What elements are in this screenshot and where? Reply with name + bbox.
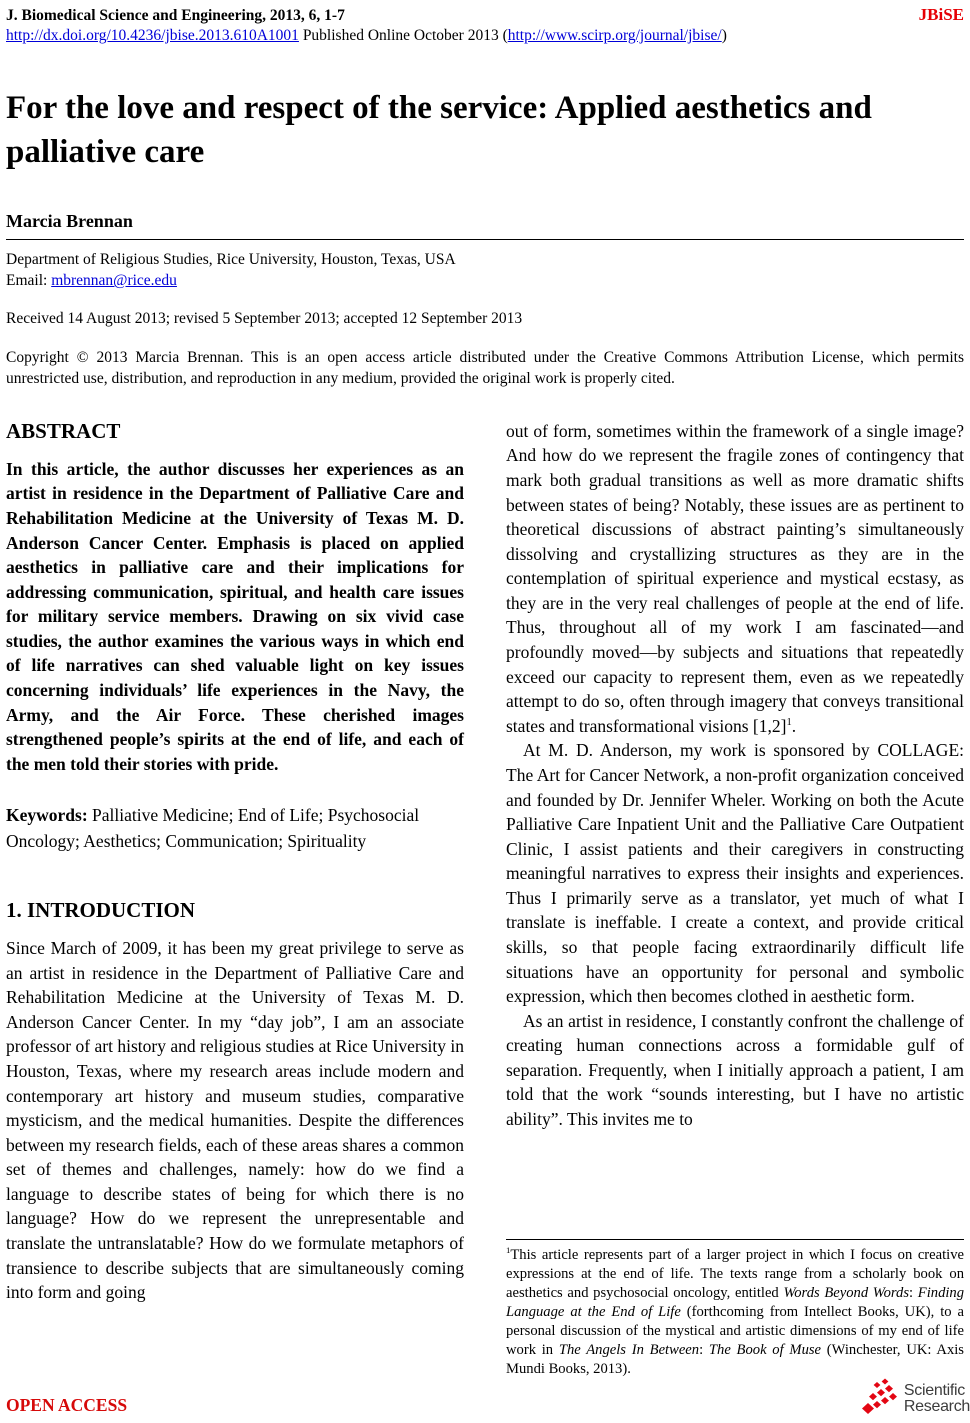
- author-name: Marcia Brennan: [6, 211, 133, 232]
- sr-diamonds-icon: [858, 1378, 904, 1420]
- copyright-notice: Copyright © 2013 Marcia Brennan. This is an open access article distributed under the Creative Commons Attribution License, which permits unrestricted use, distribution, and reproduction in any medium, provided the original work is properly cited.: [6, 349, 964, 388]
- abstract-body: In this article, the author discusses her experiences as an artist in residence in the Department of Palliative Care and Rehabilitation Medicine at the University of Texas M. D. Anderson Cancer Center. Emphasis is placed on applied aesthetics in palliative care and their implications for addressing communication, spiritual, and health care issues for military service members. Drawing on six vivid case studies, the author examines the various ways in which end of life narratives can shed valuable light on key issues concerning individuals’ life experiences in the Navy, the Army, and the Air Force. These cherished images strengthened people’s spirits at the end of life, and each of the men told their stories with pride.: [6, 458, 464, 774]
- keywords-paragraph: [6, 803, 464, 854]
- right-column: [506, 419, 964, 1379]
- sr-logo-text-line1: Scientific: [903, 1382, 965, 1400]
- footnote-reference-superscript: 1: [786, 716, 792, 728]
- footnote-marker: 1: [506, 1245, 511, 1256]
- footnote-block: [506, 1239, 964, 1379]
- body-paragraph-3: As an artist in residence, I constantly confront the challenge of creating human connections across a formidable gulf of separation. Frequently, when I initially approach a patient, I am told that the work “sounds interesting, but I have no artistic ability”. This invites me to: [506, 1010, 964, 1130]
- intro-paragraph-right-continuation: [506, 419, 964, 739]
- scientific-research-logo: [858, 1378, 970, 1420]
- footnote-text-1: This article represents part of a larger project in which I focus on creative expressions at the end of life. The texts range from a scholarly book on aesthetics and psychosocial oncology, entitled: [506, 1247, 964, 1301]
- footnote-text-3: (forthcoming from Intellect Books, UK), to a personal discussion of the mystical and artistic dimensions of my end of life work in: [506, 1303, 964, 1358]
- introduction-heading: 1. INTRODUCTION: [6, 898, 196, 923]
- journal-url-link[interactable]: http://www.scirp.org/journal/jbise/: [507, 27, 722, 44]
- footnote-text-4: :: [699, 1341, 709, 1358]
- published-online-text: Published Online October 2013 (: [298, 27, 508, 44]
- publication-info-line: [6, 27, 964, 45]
- keywords-label: Keywords:: [6, 805, 88, 826]
- sentence-period: .: [791, 715, 797, 736]
- footnote-italic-title-2: Finding Language at the End of Life: [506, 1285, 964, 1320]
- body-paragraph-2: At M. D. Anderson, my work is sponsored by COLLAGE: The Art for Cancer Network, a non-profit organization conceived and founded by Dr. Jennifer Wheler. Working on both the Acute Palliative Care Inpatient Unit and the Palliative Care Outpatient Clinic, I assist patients and their caregivers in constructing meaningful narratives to express their insights and experiences. Thus I primarily serve as a translator, yet much of what I translate is ineffable. I create a context, and provide critical skills, so that people facing extraordinarily difficult life situations have an opportunity for personal and symbolic expression, which then becomes clothed in aesthetic form.: [506, 740, 964, 1007]
- jbise-journal-logo: JBiSE: [918, 5, 964, 24]
- email-label: Email:: [6, 272, 52, 290]
- two-column-body: [6, 419, 964, 1379]
- page-header: [6, 5, 964, 25]
- article-title: For the love and respect of the service: Applied aesthetics and palliative care: [6, 90, 872, 170]
- intro-paragraph-left-column: Since March of 2009, it has been my great privilege to serve as an artist in residence in the Department of Palliative Care and Rehabilitation Medicine at the University of Texas M. D. Anderson Cancer Center. In my “day job”, I am an associate professor of art history and religious studies at Rice University in Houston, Texas, where my research areas include modern and contemporary art history and museum studies, comparative mysticism, and the medical humanities. Despite the differences between my research fields, each of these areas shares a common set of themes and challenges, namely: how do we find a language to describe states of being for which there is no language? How do we represent the unrepresentable and translate the untranslatable? How do we formulate metaphors of transience to describe subjects that are simultaneously coming into form and going: [6, 938, 464, 1303]
- paragraph-text: out of form, sometimes within the framework of a single image? And how do we represent the fragile zones of contingency that mark both gradual transitions as well as more dramatic shifts between states of being? Notably, these issues are as pertinent to theoretical discussions of abstract painting’s simultaneously dissolving and crystallizing structures as they are in the contemplation of spiritual experience and mystical ecstasy, as they are in the very real challenges of people at the end of life. Thus, throughout all of my work I am fascinated—and profoundly moved—by subjects and situations that repeatedly exceed our capacity to represent them, even as we repeatedly attempt to do so, often through imagery that conveys transitional states and transformational visions [1,2]: [506, 420, 964, 736]
- paren-close: ): [721, 27, 727, 44]
- author-email-line: [6, 272, 964, 290]
- sr-logo-text: [904, 1383, 970, 1414]
- footnote-text-2: :: [909, 1285, 918, 1301]
- left-column: [6, 419, 464, 1379]
- footnote-italic-title-3: The Angels In Between: [558, 1341, 700, 1358]
- footnote-italic-title-4: The Book of Muse: [708, 1341, 822, 1358]
- footnote-italic-title-1: Words Beyond Words: [783, 1285, 910, 1301]
- open-access-badge: OPEN ACCESS: [6, 1395, 128, 1415]
- keywords-text: Palliative Medicine; End of Life; Psychosocial Oncology; Aesthetics; Communication; Spirituality: [6, 805, 420, 851]
- journal-citation-line: J. Biomedical Science and Engineering, 2013, 6, 1-7: [6, 7, 345, 24]
- author-divider-rule: [6, 239, 964, 240]
- abstract-heading: ABSTRACT: [6, 418, 121, 443]
- received-dates-line: Received 14 August 2013; revised 5 September 2013; accepted 12 September 2013: [6, 310, 523, 328]
- author-affiliation: Department of Religious Studies, Rice University, Houston, Texas, USA: [6, 251, 456, 269]
- doi-link[interactable]: http://dx.doi.org/10.4236/jbise.2013.610A1001: [6, 27, 299, 44]
- sr-logo-text-line2: Research: [903, 1398, 970, 1415]
- email-link[interactable]: mbrennan@rice.edu: [51, 272, 177, 290]
- footnote-text-5: (Winchester, UK: Axis Mundi Books, 2013).: [506, 1341, 964, 1377]
